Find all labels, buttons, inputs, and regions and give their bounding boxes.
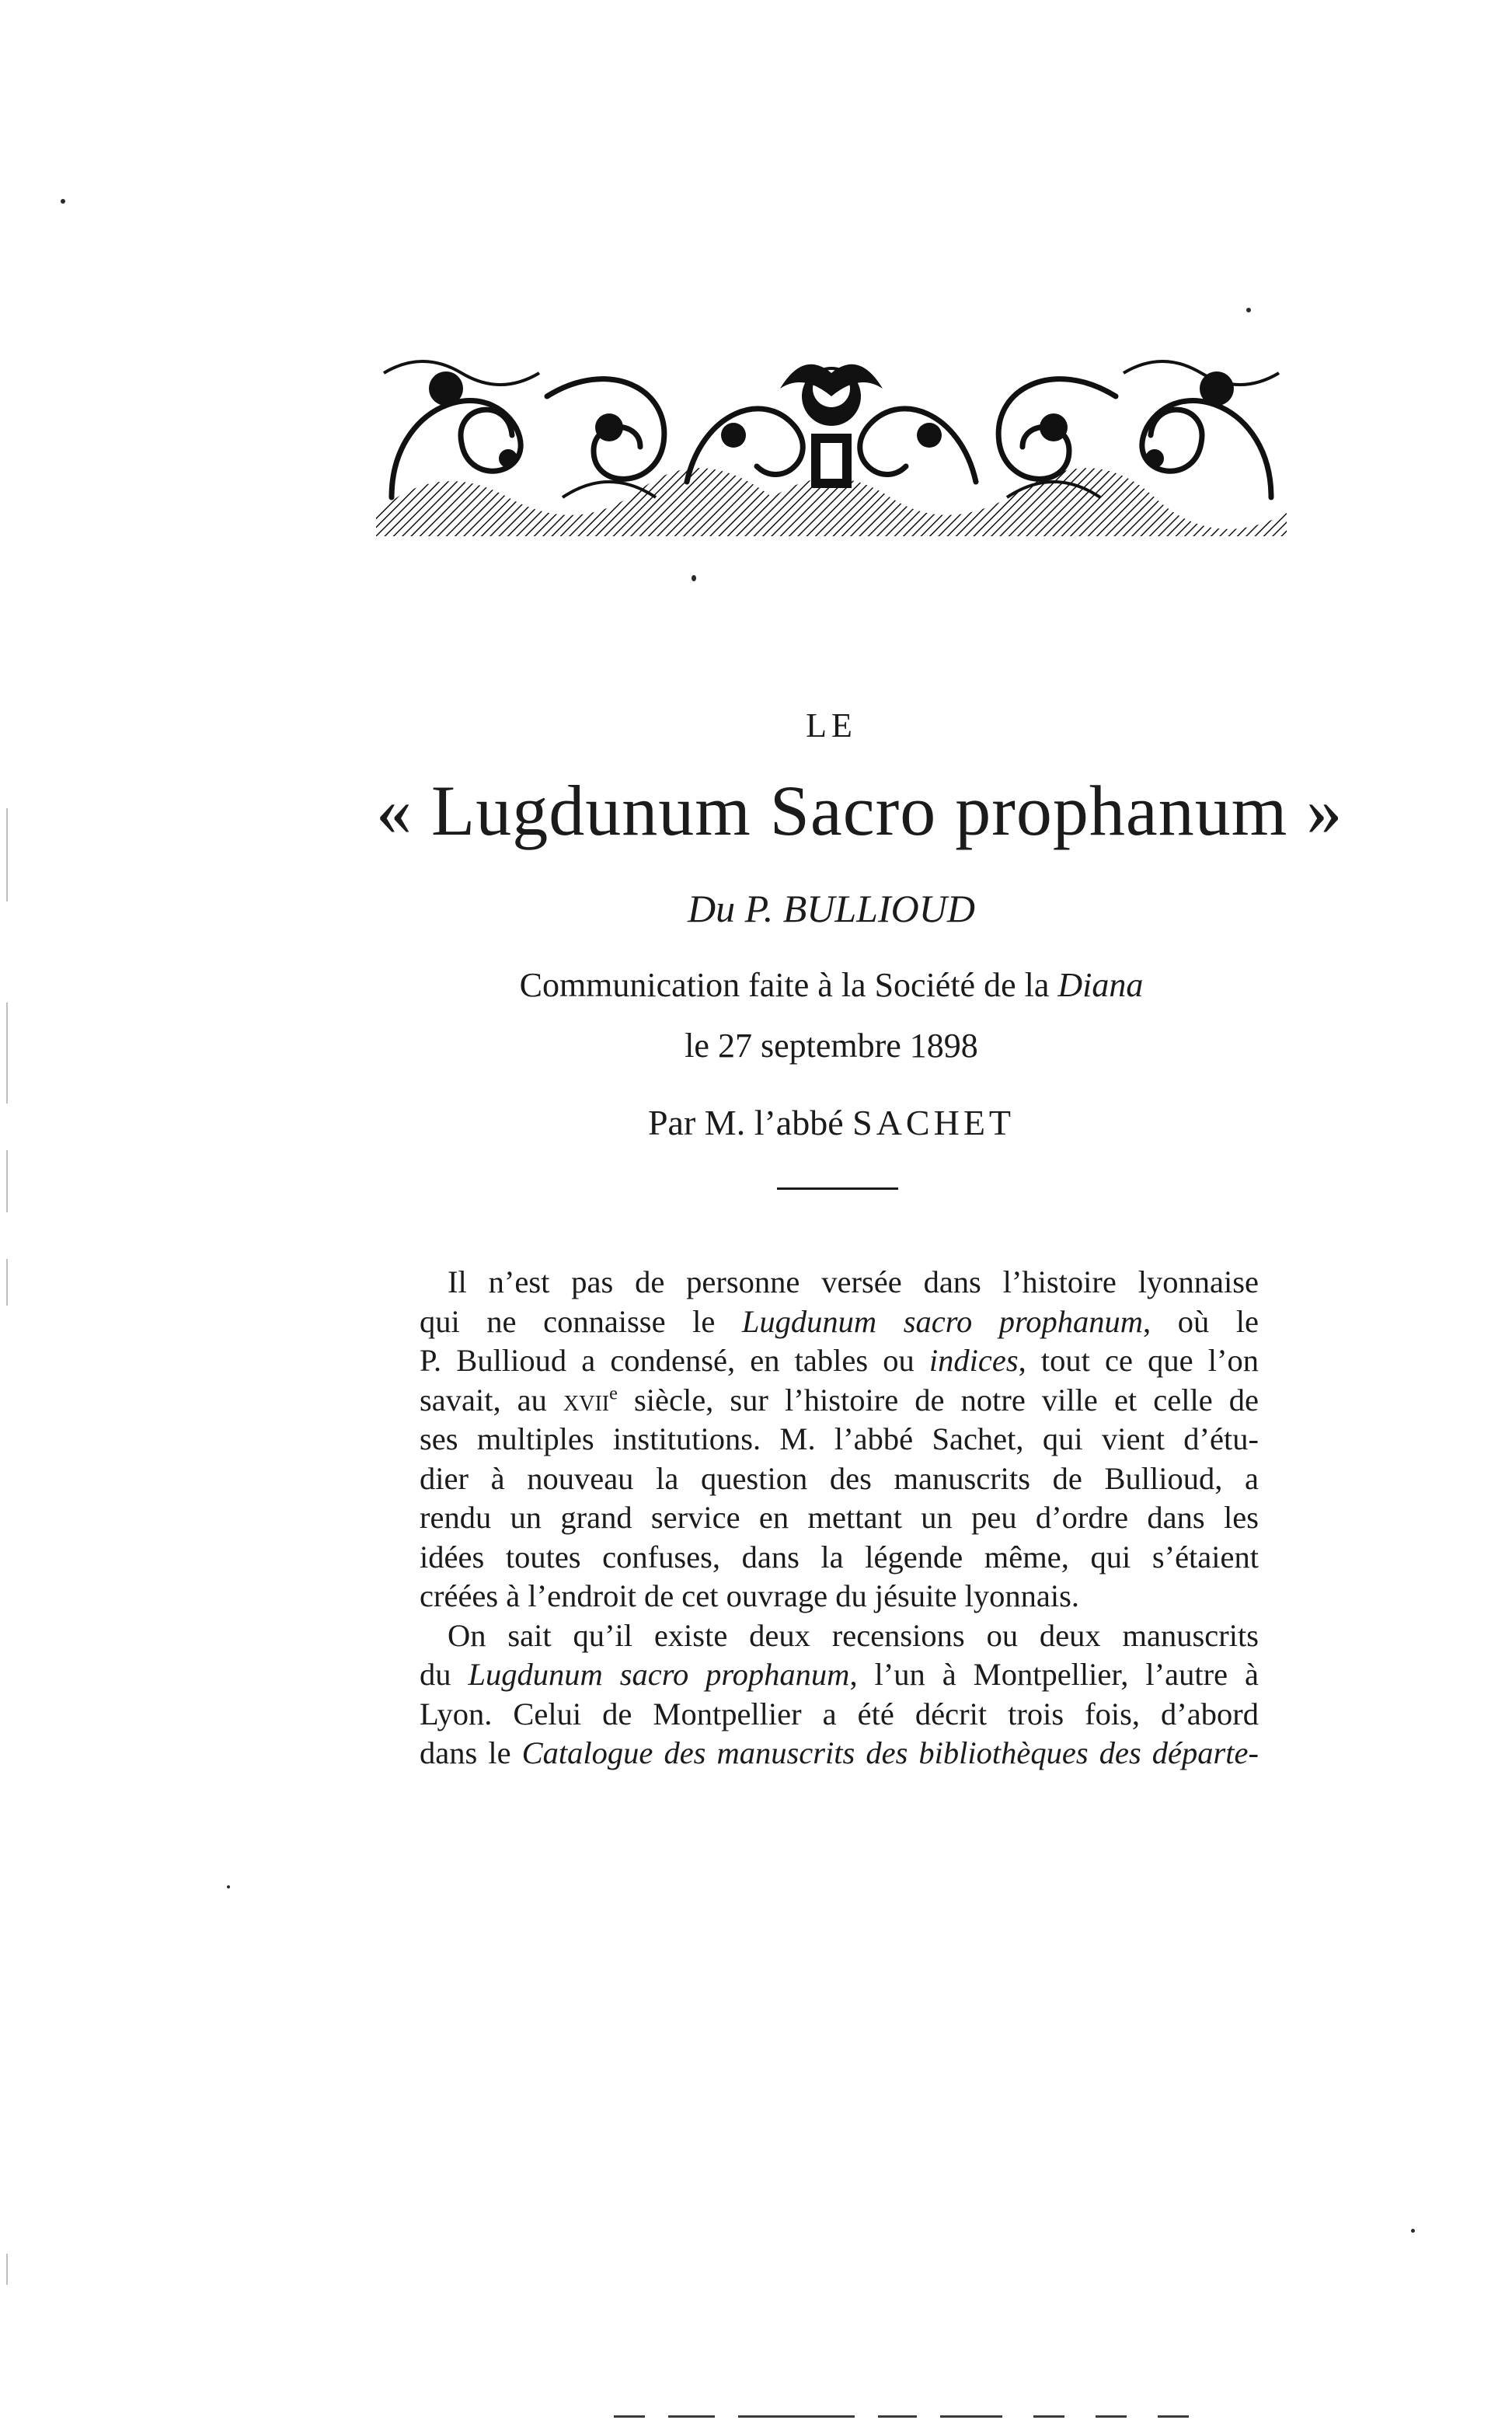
text-run: dans le <box>420 1735 522 1770</box>
text-run: qui ne connaisse le <box>420 1303 742 1339</box>
ornamental-headpiece <box>376 342 1287 536</box>
text-run: du <box>420 1657 469 1692</box>
text-line: dier à nouveau la question des manuscrits de Bullioud, a <box>420 1460 1259 1496</box>
text-run: savait, au <box>420 1382 563 1417</box>
bottom-edge-dashes <box>614 2415 1189 2418</box>
byline <box>376 1102 1287 1143</box>
text-line-last: créées à l’endroit de cet ouvrage du jésuite lyonnais. <box>420 1578 1080 1613</box>
speck <box>61 199 65 204</box>
text-line <box>420 1381 1259 1421</box>
text-line: ses multiples institutions. M. l’abbé Sachet, qui vient d’étu- <box>420 1421 1259 1456</box>
scan-edge-line <box>6 808 8 901</box>
speck <box>692 575 696 581</box>
date-line: le 27 septembre 1898 <box>685 1027 978 1065</box>
page-title: « Lugdunum Sacro prophanum » <box>376 771 1343 850</box>
text-run: siècle, sur l’histoire de notre ville et celle de <box>617 1382 1259 1417</box>
author-line: Du P. BULLIOUD <box>688 887 975 930</box>
scan-edge-line <box>6 1003 8 1104</box>
text-run: , tout ce que l’on <box>1018 1343 1259 1378</box>
pre-title: LE <box>806 706 857 744</box>
text-line: Lyon. Celui de Montpellier a été décrit trois fois, d’abord <box>420 1696 1259 1731</box>
byline-name: SACHET <box>852 1103 1016 1142</box>
italic-term: indices <box>928 1343 1019 1378</box>
text-line: On sait qu’il existe deux recensions ou deux manuscrits <box>448 1617 1259 1653</box>
text-run: P. Bullioud a condensé, en tables ou <box>420 1343 929 1378</box>
text-line <box>420 1734 1259 1773</box>
article-body <box>420 1263 1259 1773</box>
superscript: e <box>609 1383 618 1404</box>
text-run: , l’un à Montpellier, l’autre à <box>849 1657 1259 1692</box>
text-line <box>420 1341 1259 1381</box>
society-name: Diana <box>1057 966 1144 1004</box>
italic-title: Catalogue des manuscrits des bibliothèques des départe- <box>521 1735 1259 1770</box>
text-line <box>420 1655 1259 1695</box>
italic-title: Lugdunum sacro prophanum <box>741 1303 1144 1339</box>
speck <box>227 1885 230 1888</box>
title-rule <box>777 1187 898 1190</box>
text-run: , où le <box>1143 1303 1259 1339</box>
paragraph-1 <box>420 1263 1259 1616</box>
text-line: rendu un grand service en mettant un peu d’ordre dans les <box>420 1500 1259 1535</box>
scan-edge-line <box>6 1150 8 1212</box>
scan-edge-line <box>6 2254 8 2285</box>
text-line <box>420 1302 1259 1342</box>
text-line: Il n’est pas de personne versée dans l’histoire lyonnaise <box>448 1264 1259 1299</box>
paragraph-2 <box>420 1616 1259 1773</box>
speck <box>1246 308 1251 312</box>
text-line: idées toutes confuses, dans la légende même, qui s’étaient <box>420 1539 1259 1574</box>
century-numeral: xvii <box>563 1382 610 1417</box>
communication-text: Communication faite à la Société de la <box>519 966 1050 1004</box>
communication-line <box>376 965 1287 1005</box>
italic-title: Lugdunum sacro prophanum <box>468 1657 850 1692</box>
scan-edge-line <box>6 1259 8 1306</box>
byline-text: Par M. l’abbé <box>647 1103 844 1142</box>
speck <box>1411 2229 1415 2233</box>
